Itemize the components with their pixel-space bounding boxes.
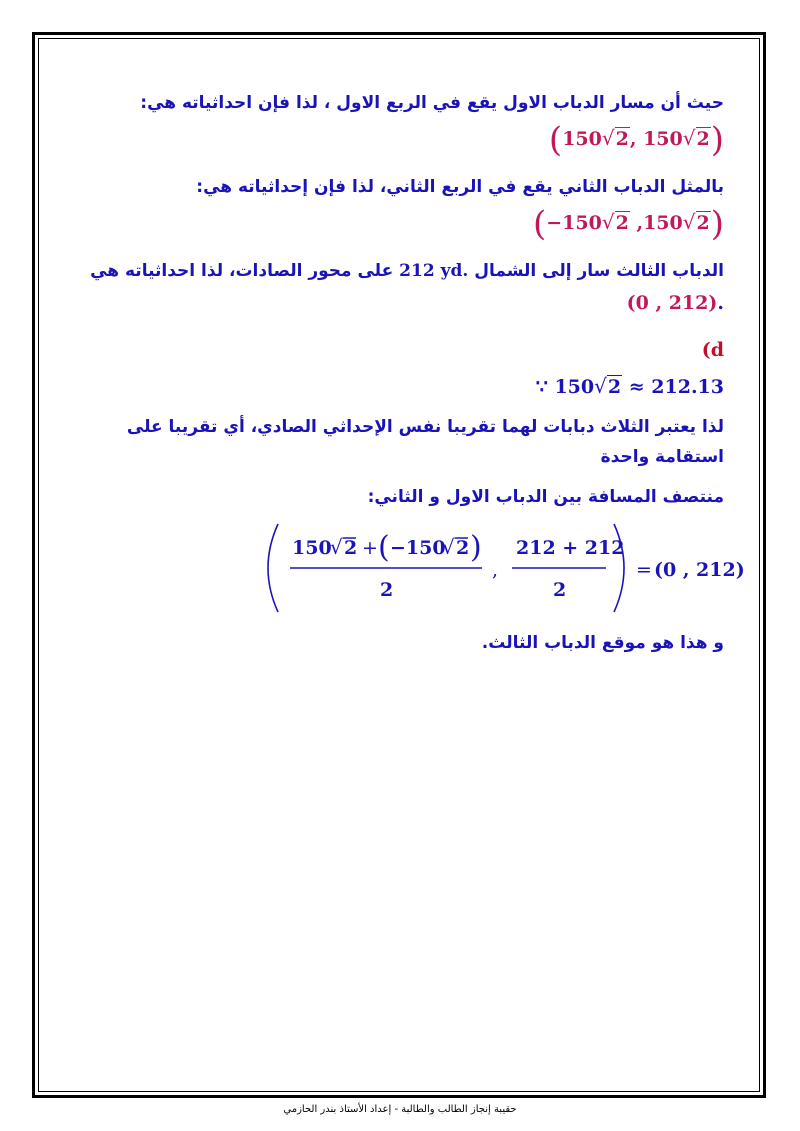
- line-conclusion: و هذا هو موقع الدباب الثالث.: [481, 633, 724, 653]
- formula-result: (0 , 212): [654, 559, 745, 581]
- frac1-num-b: 2: [344, 537, 358, 559]
- svg-text:√: √: [442, 535, 455, 559]
- line-midpoint: منتصف المسافة بين الدباب الاول و الثاني:: [367, 487, 724, 507]
- frac1-num-a: 150: [292, 537, 332, 559]
- part-label: (d: [701, 339, 724, 361]
- svg-text:(: (: [378, 530, 390, 565]
- line-first-quadrant: حيث أن مسار الدباب الاول يقع في الربع الاول ، لذا فإن احداثياته هي:: [140, 93, 724, 113]
- page-footer: حقيبة إنجاز الطالب والطالبة - إعداد الأستاذ بندر الحازمي: [283, 1104, 517, 1115]
- frac1-plus: +: [362, 537, 378, 559]
- formula-comma: ,: [492, 559, 499, 581]
- svg-text:√: √: [330, 535, 343, 559]
- distance-value: 212 yd.: [399, 261, 469, 281]
- midpoint-formula: [60, 518, 745, 618]
- line-third-tank: الدباب الثالث سار إلى الشمال 212 yd. على محور الصادات، لذا احداثياته هي: [90, 261, 724, 281]
- frac1-num-d: 2: [456, 537, 470, 559]
- coord-third-tank: (0 , 212).: [626, 292, 724, 314]
- frac1-num-c: −150: [390, 537, 446, 559]
- frac2-den: 2: [553, 579, 567, 601]
- page-content: [60, 88, 745, 658]
- line-collinear: لذا يعتبر الثلاث دبابات لهما تقريبا نفس الإحداثي الصادي، أي تقريبا على استقامة واحدة: [126, 417, 724, 467]
- frac1-den: 2: [380, 579, 394, 601]
- frac2-num: 212 + 212: [516, 537, 625, 559]
- formula-equals: =: [636, 559, 652, 581]
- approx-line: ∵ 150√2 ≈ 212.13: [535, 374, 724, 398]
- coord-first-tank: (150√2, 150√2): [548, 120, 724, 160]
- coord-second-tank: (−150√2 ,150√2): [533, 204, 724, 244]
- svg-text:): ): [470, 530, 482, 565]
- line-second-quadrant: بالمثل الدباب الثاني يقع في الربع الثاني، لذا فإن إحداثياته هي:: [196, 177, 724, 197]
